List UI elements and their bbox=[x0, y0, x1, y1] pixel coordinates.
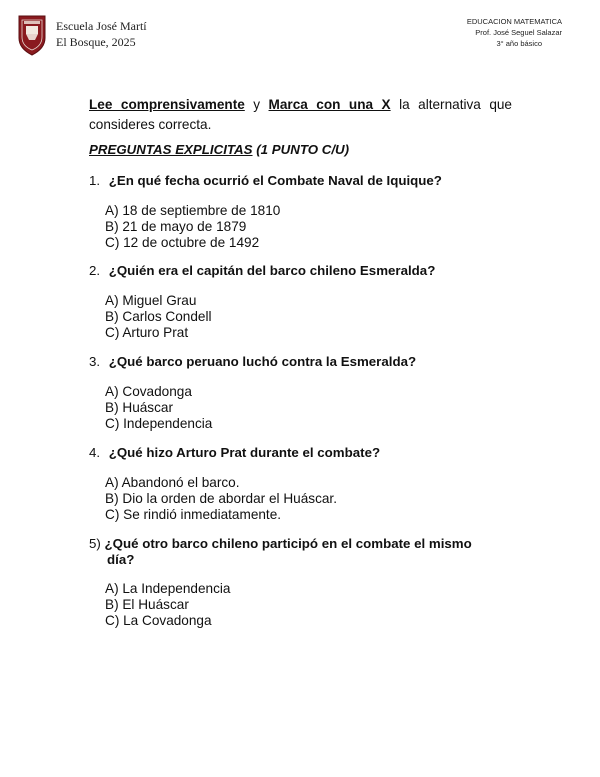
section-title bbox=[89, 142, 349, 157]
option-a[interactable]: A) Miguel Grau bbox=[105, 293, 197, 308]
question-number: 4. bbox=[89, 445, 101, 460]
question-1 bbox=[89, 173, 442, 188]
school-place-year: El Bosque, 2025 bbox=[56, 35, 136, 49]
school-info bbox=[56, 18, 147, 50]
option-c[interactable]: C) 12 de octubre de 1492 bbox=[105, 235, 260, 250]
option-b[interactable]: B) 21 de mayo de 1879 bbox=[105, 219, 247, 234]
option-b[interactable]: B) Carlos Condell bbox=[105, 309, 212, 324]
option-b[interactable]: B) El Huáscar bbox=[105, 597, 189, 612]
question-2-options bbox=[105, 293, 212, 341]
question-4-options bbox=[105, 475, 337, 523]
school-crest-logo bbox=[17, 14, 47, 56]
question-text: ¿Qué hizo Arturo Prat durante el combate? bbox=[108, 445, 381, 460]
question-3 bbox=[89, 354, 416, 369]
instruction-mark: Marca con una X bbox=[268, 97, 391, 112]
question-number: 3. bbox=[89, 354, 101, 369]
question-text-line1: ¿Qué otro barco chileno participó en el combate el mismo bbox=[104, 536, 472, 551]
question-4 bbox=[89, 445, 380, 460]
school-name: Escuela José Martí bbox=[56, 19, 147, 33]
question-number: 2. bbox=[89, 263, 101, 278]
question-text: ¿En qué fecha ocurrió el Combate Naval de Iquique? bbox=[108, 173, 442, 188]
instruction-read: Lee comprensivamente bbox=[89, 97, 245, 112]
option-a[interactable]: A) La Independencia bbox=[105, 581, 231, 596]
question-number: 5) bbox=[89, 536, 101, 551]
instructions bbox=[89, 95, 512, 135]
teacher-label: Prof. José Seguel Salazar bbox=[475, 28, 562, 37]
option-c[interactable]: C) La Covadonga bbox=[105, 613, 212, 628]
option-c[interactable]: C) Arturo Prat bbox=[105, 325, 189, 340]
section-points: (1 PUNTO C/U) bbox=[252, 142, 350, 157]
question-5 bbox=[89, 536, 472, 568]
subject-label: EDUCACION MATEMATICA bbox=[466, 17, 562, 26]
option-a[interactable]: A) Abandonó el barco. bbox=[105, 475, 240, 490]
grade-label: 3° año básico bbox=[496, 39, 542, 48]
question-number: 1. bbox=[89, 173, 101, 188]
question-3-options bbox=[105, 384, 212, 432]
option-c[interactable]: C) Se rindió inmediatamente. bbox=[105, 507, 282, 522]
question-text-line2: día? bbox=[107, 552, 135, 567]
question-text: ¿Quién era el capitán del barco chileno Esmeralda? bbox=[108, 263, 436, 278]
instruction-and: y bbox=[244, 97, 269, 112]
option-b[interactable]: B) Dio la orden de abordar el Huáscar. bbox=[105, 491, 337, 506]
option-c[interactable]: C) Independencia bbox=[105, 416, 213, 431]
question-5-options bbox=[105, 581, 230, 629]
option-a[interactable]: A) Covadonga bbox=[105, 384, 192, 399]
question-text: ¿Qué barco peruano luchó contra la Esmeralda? bbox=[108, 354, 417, 369]
section-heading: PREGUNTAS EXPLICITAS bbox=[89, 142, 253, 157]
course-info bbox=[467, 16, 562, 49]
question-1-options bbox=[105, 203, 280, 251]
option-b[interactable]: B) Huáscar bbox=[105, 400, 173, 415]
instruction-rest: la alternativa que consideres correcta. bbox=[89, 97, 512, 132]
question-2 bbox=[89, 263, 435, 278]
option-a[interactable]: A) 18 de septiembre de 1810 bbox=[105, 203, 281, 218]
